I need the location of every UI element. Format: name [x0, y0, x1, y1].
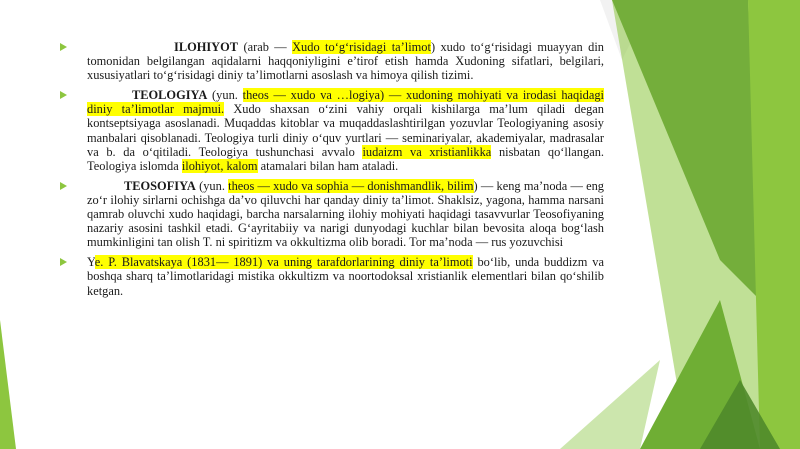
slide-body [62, 40, 604, 304]
paragraph-text [62, 40, 604, 82]
text-segment: atamalari bilan ham ataladi. [257, 158, 399, 173]
paragraph-blavatskaya [62, 255, 604, 297]
paragraph-text [62, 179, 604, 249]
highlighted-text: theos — xudo va sophia — donishmandlik, bilim [228, 178, 474, 193]
text-segment: (yun. [207, 88, 243, 103]
highlighted-text: Xudo to‘g‘risidagi ta’limot [292, 40, 431, 54]
highlighted-text: theos — xudo va …logiya) — xudoning mohiyati va irodasi haqidagi diniy ta’limotlar majmui. [87, 88, 604, 117]
text-segment: Xudo shaxsan o‘zini vahiy orqali kishilarga ma’lum qiladi degan kontseptsiyaga asoslanadi. Muqaddas kitoblar va muqaddaslashtirilgan yozuvlar Teologiyaning asosiy manbalari qisoblanadi. Teologiya turli diniy o‘quv yurtlari — seminariyalar, akademiyalar, madrasalar va b. da o‘qitiladi. Teologiya tushunchasi avvalo [87, 102, 604, 159]
term-heading: TEOLOGIYA [132, 88, 208, 103]
text-segment: (arab — [238, 40, 293, 54]
text-segment: ) — keng ma’noda — eng zo‘r ilohiy sirlarni ochishga da’vo qiluvchi har qanday diniy ta’limot. Shaklsiz, yagona, hamma narsani qamrab oluvchi xudo haqidagi, barcha narsalarning ilohiy mohiyati haqidagi tasavvurlar Teosofiyaning nazariy asosini tashkil etadi. G‘ayritabiiy va narigi dunyodagi kuchlar bilan bevosita aloqa bog‘lash mumkinligini tan olish T. ni spiritizm va okkultizma olib boradi. Tor ma’noda — rus yozuvchisi [87, 178, 604, 250]
left-green-sliver [0, 320, 16, 449]
highlighted-text: e. P. Blavatskaya (1831— 1891) va uning tarafdorlarining diniy ta’limoti [94, 255, 473, 270]
highlighted-text: ilohiyot, kalom [181, 158, 258, 173]
highlighted-text: iudaizm va xristianlikka [362, 144, 492, 159]
bullet-icon [60, 91, 67, 99]
paragraph-text [62, 255, 604, 297]
paragraph-teosofiya [62, 179, 604, 249]
paragraph-ilohiyot [62, 40, 604, 82]
term-heading: ILOHIYOT [174, 40, 239, 54]
bullet-icon [60, 182, 67, 190]
paragraph-teologiya [62, 88, 604, 173]
term-heading: TEOSOFIYA [124, 178, 196, 193]
bullet-icon [60, 258, 67, 266]
text-segment: ) xudo to‘g‘risidagi muayyan din tomonidan belgilangan aqidalarni haqqoniyligini e’tirof etish hamda Xudoning sifatlari, belgilari, xususiyatlari to‘g‘risidagi diniy ta’limotlarni asoslash va himoya qilish tizimi. [87, 40, 604, 83]
paragraph-text [62, 88, 604, 173]
text-segment: (yun. [195, 178, 229, 193]
bullet-icon [60, 43, 67, 51]
text-segment: Y [87, 255, 95, 270]
text-segment: bo‘lib, unda buddizm va boshqa sharq ta’limotlaridagi mistika okkultizm va noortodoksal xristianlik elementlari bilan qo‘shilib ketgan. [87, 255, 604, 298]
bottom-light-wedge [560, 360, 660, 449]
text-segment: nisbatan qo‘llangan. Teologiya islomda [87, 144, 604, 173]
